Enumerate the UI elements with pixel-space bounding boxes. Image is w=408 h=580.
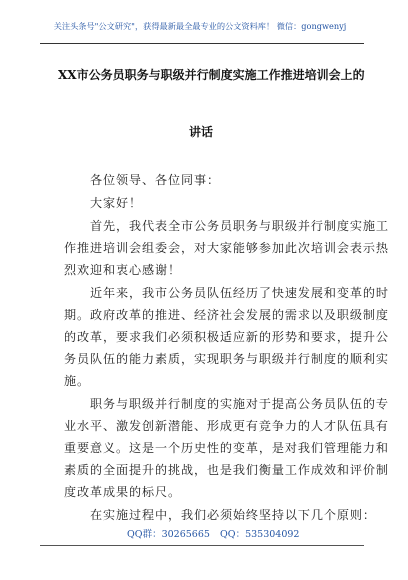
paragraph-line: 素质的全面提升的挑战，也是我们衡量工作成效和评价制: [64, 463, 389, 477]
document-title-line-1: XX市公务员职务与职级并行制度实施工作推进培训会上的: [58, 68, 365, 82]
paragraph-line: 首先，我代表全市公务员职务与职级并行制度实施工: [90, 219, 389, 233]
paragraph-line: 在实施过程中，我们必须始终坚持以下几个原则：: [90, 508, 376, 522]
paragraph-line: 重要意义。这是一个历史性的变革，是对我们管理能力和: [64, 441, 389, 455]
greeting: 大家好！: [90, 196, 142, 210]
paragraph-line: 务员队伍的能力素质，实现职务与职级并行制度的顺利实: [64, 352, 389, 366]
footer-qq-group: QQ群：30265665: [127, 529, 210, 540]
header-divider: [40, 43, 364, 44]
paragraph-line: 烈欢迎和衷心感谢！: [64, 263, 181, 277]
footer-qq-contact: QQ：535304092: [220, 529, 300, 540]
paragraph-line: 近年来，我市公务员队伍经历了快速发展和变革的时: [90, 286, 389, 300]
paragraph-line: 作推进培训会组委会，对大家能够参加此次培训会表示热: [64, 241, 389, 255]
paragraph-line: 施。: [64, 374, 90, 388]
footer-divider: [40, 545, 364, 546]
paragraph-line: 期。政府改革的推进、经济社会发展的需求以及职级制度: [64, 308, 389, 322]
paragraph-line: 度改革成果的标尺。: [64, 485, 181, 499]
paragraph-line: 业水平、激发创新潜能、形成更有竞争力的人才队伍具有: [64, 419, 389, 433]
paragraph-line: 职务与职级并行制度的实施对于提高公务员队伍的专: [90, 397, 389, 411]
salutation: 各位领导、各位同事：: [90, 173, 220, 187]
header-banner: 关注头条号"公文研究"，获得最新最全最专业的公文资料库！ 微信：gongwenyj: [53, 21, 347, 31]
document-title-line-2: 讲话: [189, 125, 214, 139]
paragraph-line: 的改革，要求我们必须积极适应新的形势和要求，提升公: [64, 330, 389, 344]
